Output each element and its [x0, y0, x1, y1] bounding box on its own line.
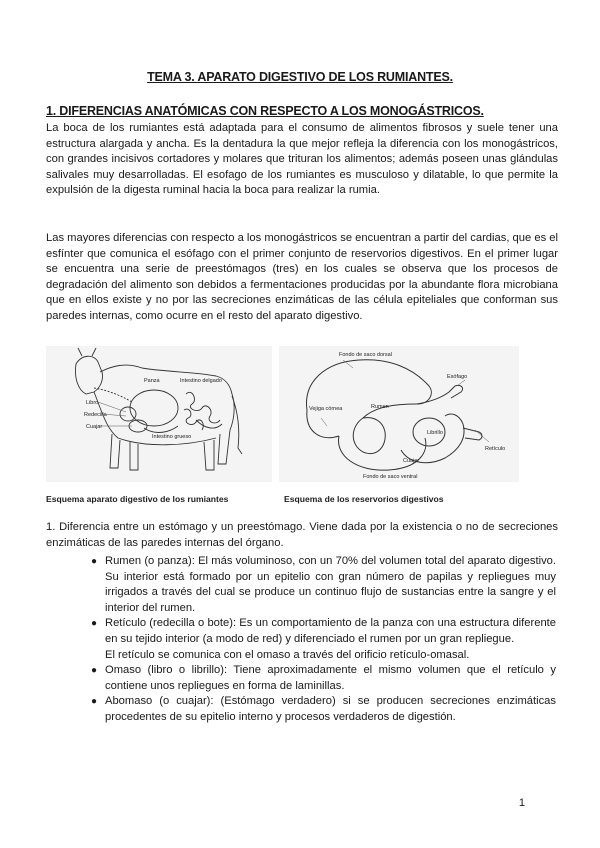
bullet-icon: ● — [91, 665, 98, 677]
list-item-rumen — [91, 554, 556, 616]
label-intestino-grueso: Intestino grueso — [152, 434, 192, 440]
list-item-text: Retículo (redecilla o bote): Es un comportamiento de la panza con una estructura diferente en su tejido interior (a modo de red) y diferenciado el rumen por un gran repliegue. — [105, 617, 556, 645]
label-librillo: Librillo — [427, 430, 443, 436]
list-item-reticulo — [91, 616, 556, 663]
bullet-icon: ● — [91, 556, 98, 567]
label-panza: Panza — [144, 378, 160, 384]
list-item-omaso — [91, 663, 556, 694]
label-libro: Libro — [86, 400, 99, 406]
stomach-types-list — [91, 554, 556, 726]
list-item-text: Abomaso (o cuajar): (Estómago verdadero) si se producen secreciones enzimáticas procedentes de su epitelio interno y procesos verdaderos de digestión. — [105, 695, 556, 723]
label-intestino-delgado: Intestino delgado — [180, 378, 222, 384]
figure1-caption: Esquema aparato digestivo de los rumiantes — [46, 494, 229, 504]
cow-diagram — [46, 346, 272, 482]
bullet-icon: ● — [91, 618, 98, 630]
list-item-text: Omaso (libro o librillo): Tiene aproximadamente el mismo volumen que el retículo y contiene unos repliegues en forma de laminillas. — [105, 664, 556, 692]
paragraph-mouth: La boca de los rumiantes está adaptada para el consumo de alimentos fibrosos y suele tener una estructura alargada y ancha. Es la dentadura la que mejor refleja la diferencia con los monogástricos, con grandes incisivos cortadores y molares que trituran los alimentos; además poseen unas glándulas salivales muy desarrolladas. El esofago de los rumiantes es musculoso y dilatable, lo que permite la expulsión de la digesta ruminal hacia la boca para realizar la rumia. — [46, 122, 558, 197]
page-number: 1 — [518, 797, 525, 809]
bullet-icon: ● — [91, 696, 98, 708]
figure-ruminant-digestive-system — [46, 346, 272, 482]
label-fondo-saco-dorsal: Fondo de saco dorsal — [339, 352, 392, 358]
label-esofago: Esófago — [447, 374, 468, 380]
paragraph-differences: Las mayores diferencias con respecto a los monogástricos se encuentran a partir del cardias, que es el esfínter que comunica el esófago con el primer conjunto de reservorios digestivos. En el primer lugar se encuentra una serie de preestómagos (tres) en los cuales se observa que los procesos de degradación del alimento son debidos a fermentaciones producidas por la abundante flora microbiana que en ellos existe y no por las secreciones enzimáticas de las célula epiteliales que conforman sus paredes internas, como ocurre en el resto del aparato digestivo. — [46, 232, 558, 322]
page-title: TEMA 3. APARATO DIGESTIVO DE LOS RUMIANTES. — [147, 70, 453, 84]
figure-digestive-reservoirs — [279, 346, 519, 482]
label-cuajar: Cuajar — [86, 424, 103, 430]
label-cuajar-fig2: Cuajar — [403, 458, 420, 464]
list-item-text: Rumen (o panza): El más voluminoso, con un 70% del volumen total del aparato digestivo. Su interior está formado por un epitelio con gran número de papilas y repliegues muy irrigados a través del cual se produce un continuo flujo de sustancias entre la sangre y el interior del rumen. — [105, 555, 556, 614]
paragraph-stomach-difference: 1. Diferencia entre un estómago y un preestómago. Viene dada por la existencia o no de secreciones enzimáticas de las paredes internas del órgano. — [46, 521, 558, 549]
label-reticulo: Retículo — [485, 446, 506, 452]
label-vejiga-cornea: Vejiga córnea — [309, 406, 343, 412]
figure2-caption: Esquema de los reservorios digestivos — [284, 494, 444, 504]
section-heading: 1. DIFERENCIAS ANATÓMICAS CON RESPECTO A LOS MONOGÁSTRICOS. — [46, 104, 484, 118]
stomach-diagram — [279, 346, 519, 482]
list-item-abomaso — [91, 694, 556, 725]
label-redecilla: Redecilla — [84, 412, 107, 418]
label-fondo-saco-ventral: Fondo de saco ventral — [363, 474, 418, 480]
list-item-extra-text: El retículo se comunica con el omaso a través del orificio retículo-omasal. — [105, 648, 470, 661]
label-rumen: Rumen — [371, 404, 389, 410]
